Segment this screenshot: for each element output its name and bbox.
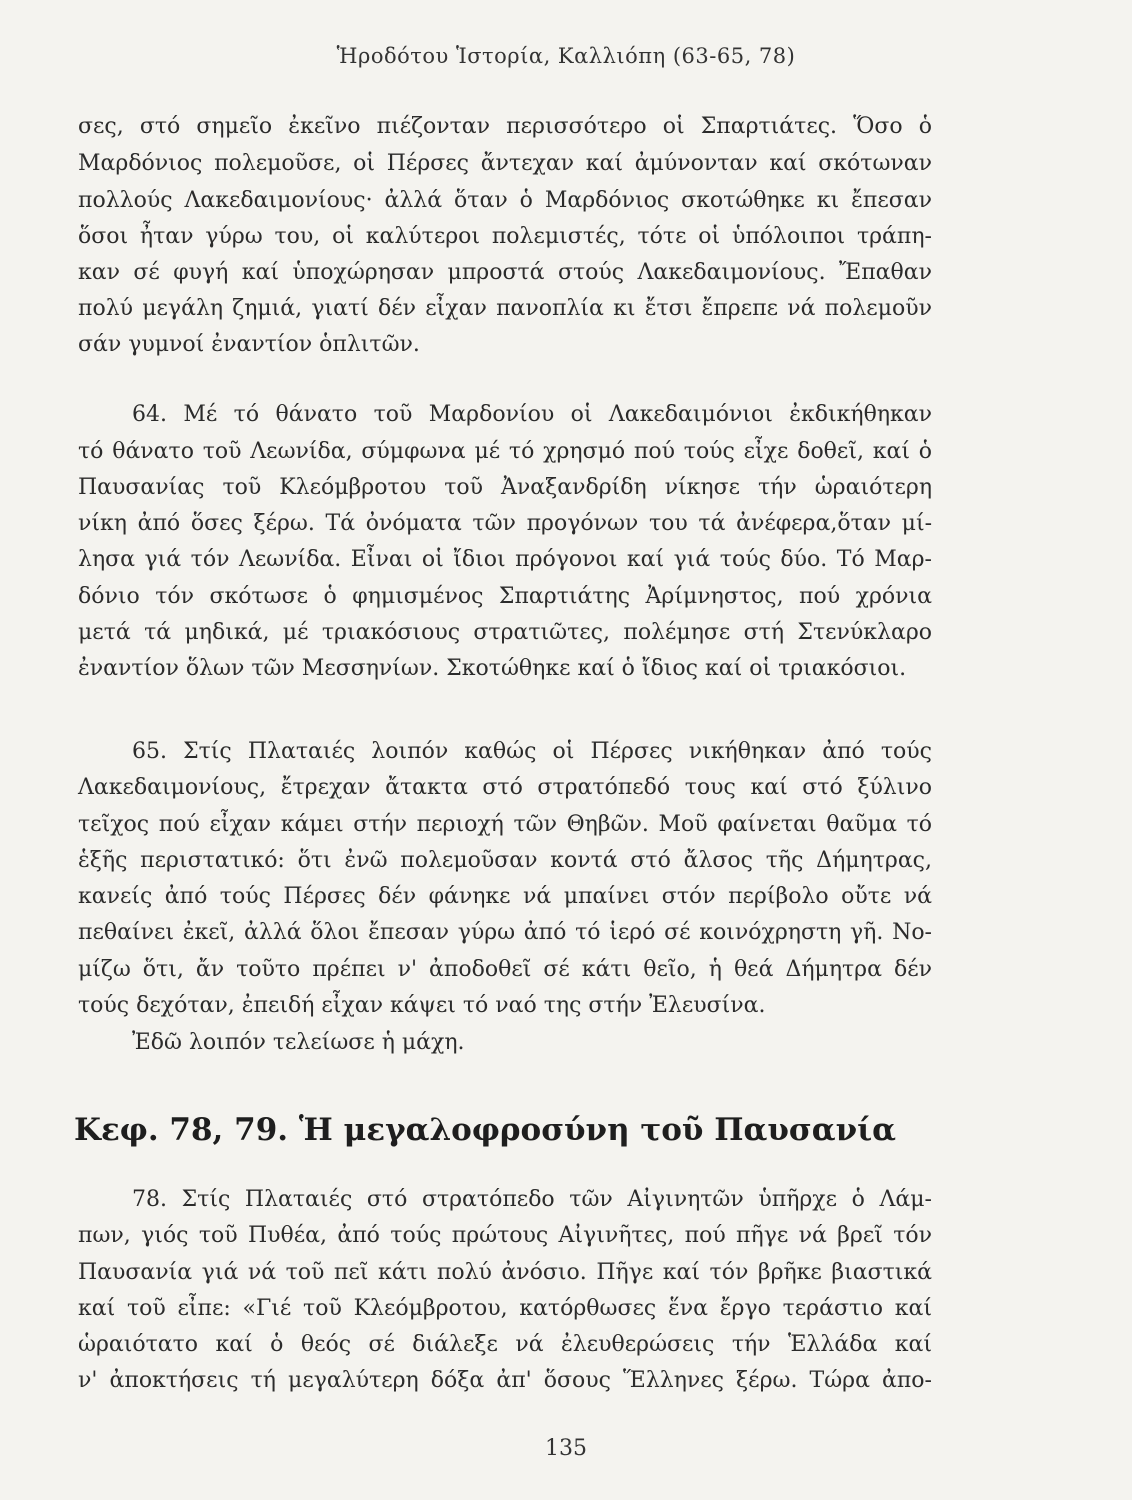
paragraph-78-first-line: 78. Στίς Πλαταιές στό στρατόπεδο τῶν Αἰγινητῶν ὑπῆρχε ὁ Λάμ- bbox=[132, 1187, 932, 1212]
text-line: μίζω ὅτι, ἄν τοῦτο πρέπει ν' ἀποδοθεῖ σέ κάτι θεῖο, ἡ θεά Δήμητρα δέν bbox=[78, 957, 932, 982]
text-line: σάν γυμνοί ἐναντίον ὁπλιτῶν. bbox=[78, 332, 420, 357]
text-line: ἐναντίον ὅλων τῶν Μεσσηνίων. Σκοτώθηκε καί ὁ ἴδιος καί οἱ τριακόσιοι. bbox=[78, 656, 907, 681]
text-line: τεῖχος πού εἶχαν κάμει στήν περιοχή τῶν Θηβῶν. Μοῦ φαίνεται θαῦμα τό bbox=[78, 812, 932, 837]
closing-sentence: Ἐδῶ λοιπόν τελείωσε ἡ μάχη. bbox=[132, 1030, 465, 1055]
text-line: τό θάνατο τοῦ Λεωνίδα, σύμφωνα μέ τό χρησμό πού τούς εἶχε δοθεῖ, καί ὁ bbox=[78, 439, 932, 464]
text-line: τούς δεχόταν, ἐπειδή εἶχαν κάψει τό ναό της στήν Ἐλευσίνα. bbox=[78, 993, 766, 1018]
text-line: κανείς ἀπό τούς Πέρσες δέν φάνηκε νά μπαίνει στόν περίβολο οὔτε νά bbox=[78, 884, 932, 909]
paragraph-65-first-line: 65. Στίς Πλαταιές λοιπόν καθώς οἱ Πέρσες νικήθηκαν ἀπό τούς bbox=[132, 739, 932, 764]
text-line: ὡραιότατο καί ὁ θεός σέ διάλεξε νά ἐλευθερώσεις τήν Ἑλλάδα καί bbox=[78, 1332, 932, 1357]
text-line: ὅσοι ἦταν γύρω του, οἱ καλύτεροι πολεμιστές, τότε οἱ ὑπόλοιποι τράπη- bbox=[78, 224, 932, 249]
text-line: Μαρδόνιος πολεμοῦσε, οἱ Πέρσες ἄντεχαν καί ἀμύνονταν καί σκότωναν bbox=[78, 151, 932, 176]
running-head: Ἡροδότου Ἱστορία, Καλλιόπη (63-65, 78) bbox=[336, 44, 796, 68]
text-line: μετά τά μηδικά, μέ τριακόσιους στρατιῶτες, πολέμησε στή Στενύκλαρο bbox=[78, 620, 932, 645]
chapter-title: Κεφ. 78, 79. Ἡ μεγαλοφροσύνη τοῦ Παυσανία bbox=[74, 1112, 896, 1148]
text-line: Λακεδαιμονίους, ἔτρεχαν ἄτακτα στό στρατόπεδό τους καί στό ξύλινο bbox=[78, 775, 932, 800]
text-line: λησα γιά τόν Λεωνίδα. Εἶναι οἱ ἴδιοι πρόγονοι καί γιά τούς δύο. Τό Μαρ- bbox=[78, 547, 932, 572]
text-line: ν' ἀποκτήσεις τή μεγαλύτερη δόξα ἀπ' ὅσους Ἕλληνες ξέρω. Τώρα ἀπο- bbox=[78, 1368, 932, 1393]
paragraph-64-first-line: 64. Μέ τό θάνατο τοῦ Μαρδονίου οἱ Λακεδαιμόνιοι ἐκδικήθηκαν bbox=[132, 402, 932, 427]
text-line: δόνιο τόν σκότωσε ὁ φημισμένος Σπαρτιάτης Ἀρίμνηστος, πού χρόνια bbox=[78, 584, 932, 609]
text-line: νίκη ἀπό ὅσες ξέρω. Τά ὀνόματα τῶν προγόνων του τά ἀνέφερα,ὅταν μί- bbox=[78, 511, 932, 536]
text-line: πων, γιός τοῦ Πυθέα, ἀπό τούς πρώτους Αἰγινῆτες, πού πῆγε νά βρεῖ τόν bbox=[78, 1223, 932, 1248]
text-line: καί τοῦ εἶπε: «Γιέ τοῦ Κλεόμβροτου, κατόρθωσες ἕνα ἔργο τεράστιο καί bbox=[78, 1296, 932, 1321]
text-line: ἑξῆς περιστατικό: ὅτι ἐνῶ πολεμοῦσαν κοντά στό ἄλσος τῆς Δήμητρας, bbox=[78, 848, 932, 873]
text-line: πολλούς Λακεδαιμονίους· ἀλλά ὅταν ὁ Μαρδόνιος σκοτώθηκε κι ἔπεσαν bbox=[78, 188, 932, 213]
text-line: καν σέ φυγή καί ὑποχώρησαν μπροστά στούς Λακεδαιμονίους. Ἔπαθαν bbox=[78, 260, 932, 285]
text-line: Παυσανίας τοῦ Κλεόμβροτου τοῦ Ἀναξανδρίδη νίκησε τήν ὡραιότερη bbox=[78, 475, 932, 500]
text-line: πεθαίνει ἐκεῖ, ἀλλά ὅλοι ἔπεσαν γύρω ἀπό τό ἱερό σέ κοινόχρηστη γῆ. Νο- bbox=[78, 920, 932, 945]
page-number: 135 bbox=[545, 1436, 587, 1461]
text-line: σες, στό σημεῖο ἐκεῖνο πιέζονταν περισσότερο οἱ Σπαρτιάτες. Ὅσο ὁ bbox=[78, 114, 932, 139]
text-line: πολύ μεγάλη ζημιά, γιατί δέν εἶχαν πανοπλία κι ἔτσι ἔπρεπε νά πολεμοῦν bbox=[78, 296, 932, 321]
text-line: Παυσανία γιά νά τοῦ πεῖ κάτι πολύ ἀνόσιο. Πῆγε καί τόν βρῆκε βιαστικά bbox=[78, 1260, 932, 1285]
